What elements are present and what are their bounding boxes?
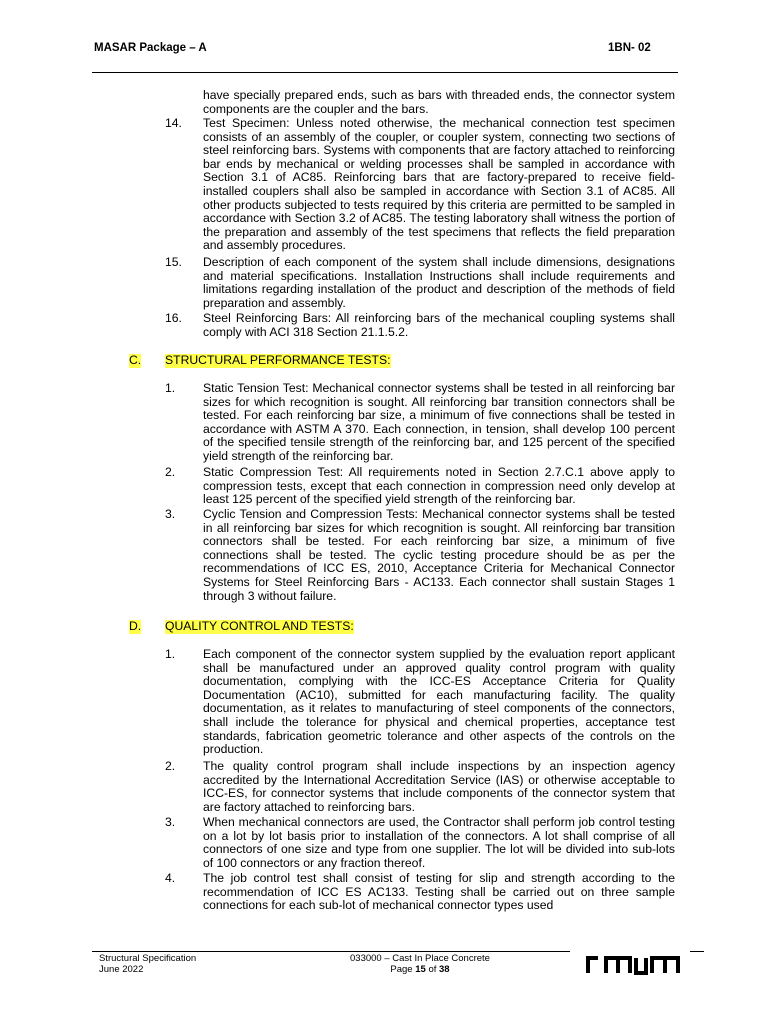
item-number: 2. xyxy=(165,759,176,773)
list-item xyxy=(165,508,675,603)
list-item xyxy=(165,117,675,253)
section-letter: D. xyxy=(129,619,142,633)
item-number: 4. xyxy=(165,871,176,885)
list-item xyxy=(165,648,675,757)
item-text: Test Specimen: Unless noted otherwise, the mechanical connection test specimen consists of an assembly of the coupler, or coupler system, connecting two sections of steel reinforcing bars. Systems with components that are factory attached to reinforcing bar ends by mechanical or welding processes shall be sampled in accordance with Section 3.1 of AC85. Reinforcing bars that are factory-prepared to receive field- installed couplers shall also be sampled in accordance with Section 3.1 of AC85. All other products subjected to tests required by this criteria are permitted to be sampled in accordance with Section 3.2 of AC85. The testing laboratory shall witness the portion of the preparation and assembly of the test specimens that reflects the field preparation and assembly procedures. xyxy=(203,116,675,253)
list-item xyxy=(165,466,675,507)
section-letter: C. xyxy=(129,353,142,367)
section-title: QUALITY CONTROL AND TESTS: xyxy=(165,619,354,633)
continuation-text: have specially prepared ends, such as bars with threaded ends, the connector system components are the coupler and the bars. xyxy=(203,88,675,116)
item-text: Description of each component of the system shall include dimensions, designations and material specifications. Installation Instructions shall include requirements and limitations regarding installation of the product and description of the methods of field preparation and assembly. xyxy=(203,255,675,310)
item-text: When mechanical connectors are used, the Contractor shall perform job control testing on a lot by lot basis prior to installation of the connectors. A lot shall comprise of all connectors of one size and type from one supplier. The lot will be divided into sub-lots of 100 connectors or any fraction thereof. xyxy=(203,815,675,870)
item-number: 1. xyxy=(165,647,176,661)
item-number: 16. xyxy=(165,311,182,325)
list-item xyxy=(165,382,675,464)
list-item xyxy=(165,816,675,870)
item-number: 3. xyxy=(165,507,176,521)
item-text: Static Compression Test: All requirements noted in Section 2.7.C.1 above apply to compression tests, except that each connection in compression need only develop at least 125 percent of the specified yield strength of the reinforcing bar. xyxy=(203,465,675,507)
footer-rule xyxy=(92,951,570,952)
header-right: 1BN- 02 xyxy=(608,42,651,54)
header-left: MASAR Package – A xyxy=(94,42,207,54)
item-text: The job control test shall consist of testing for slip and strength according to the recommendation of ICC ES AC133. Testing shall be carried out on three sample connections for each sub-lot of mechanical connector types used xyxy=(203,871,675,913)
item-number: 15. xyxy=(165,255,182,269)
list-item xyxy=(165,312,675,339)
item-text: Steel Reinforcing Bars: All reinforcing bars of the mechanical coupling systems shall comply with ACI 318 Section 21.1.5.2. xyxy=(203,311,675,339)
section-title: STRUCTURAL PERFORMANCE TESTS: xyxy=(165,353,391,367)
item-text: Each component of the connector system supplied by the evaluation report applicant shall be manufactured under an approved quality control program with quality documentation, complying with the ICC-ES Acceptance Criteria for Quality Documentation (AC10), submitted for each manufacturing facility. The quality documentation, as it relates to manufacturing of steel components of the connectors, shall include the tolerance for physical and chemical properties, acceptance test standards, fabrication geometric tolerance and other aspects of the controls on the production. xyxy=(203,647,675,757)
item-text: The quality control program shall include inspections by an inspection agency accredited by the International Accreditation Service (IAS) or otherwise acceptable to ICC-ES, for connector systems that include components of the connector system that are factory attached to reinforcing bars. xyxy=(203,759,675,814)
footer-date: June 2022 xyxy=(99,964,144,975)
header-rule xyxy=(92,72,678,73)
list-item xyxy=(165,872,675,913)
item-text: Cyclic Tension and Compression Tests: Mechanical connector systems shall be tested in all reinforcing bar sizes for which recognition is sought. All reinforcing bar transition connectors shall be tested. For each reinforcing bar size, a minimum of five connections shall be tested. The cyclic testing procedure should be as per the recommendations of ICC ES, 2010, Acceptance Criteria for Mechanical Connector Systems for Steel Reinforcing Bars - AC133. Each connector shall sustain Stages 1 through 3 without failure. xyxy=(203,507,675,603)
item-number: 2. xyxy=(165,465,176,479)
footer-page-number: Page 15 of 38 xyxy=(390,964,450,975)
list-item xyxy=(165,760,675,814)
footer-doc-title: Structural Specification xyxy=(99,953,197,964)
footer-left xyxy=(99,953,196,975)
footer-section: 033000 – Cast In Place Concrete xyxy=(350,953,490,964)
rmjm-logo xyxy=(584,953,684,975)
item-text: Static Tension Test: Mechanical connector systems shall be tested in all reinforcing bar sizes for which recognition is sought. All reinforcing bar transition connectors shall be tested. For each reinforcing bar size, a minimum of five connections shall be tested in accordance with ASTM A 370. Each connection, in tension, shall develop 100 percent of the specified tensile strength of the reinforcing bar, and 125 percent of the specified yield strength of the reinforcing bar. xyxy=(203,381,675,463)
item-number: 1. xyxy=(165,381,176,395)
item-number: 3. xyxy=(165,815,176,829)
footer-center xyxy=(330,953,510,975)
list-item xyxy=(165,256,675,310)
item-number: 14. xyxy=(165,116,182,130)
footer-rule-right xyxy=(690,951,704,952)
